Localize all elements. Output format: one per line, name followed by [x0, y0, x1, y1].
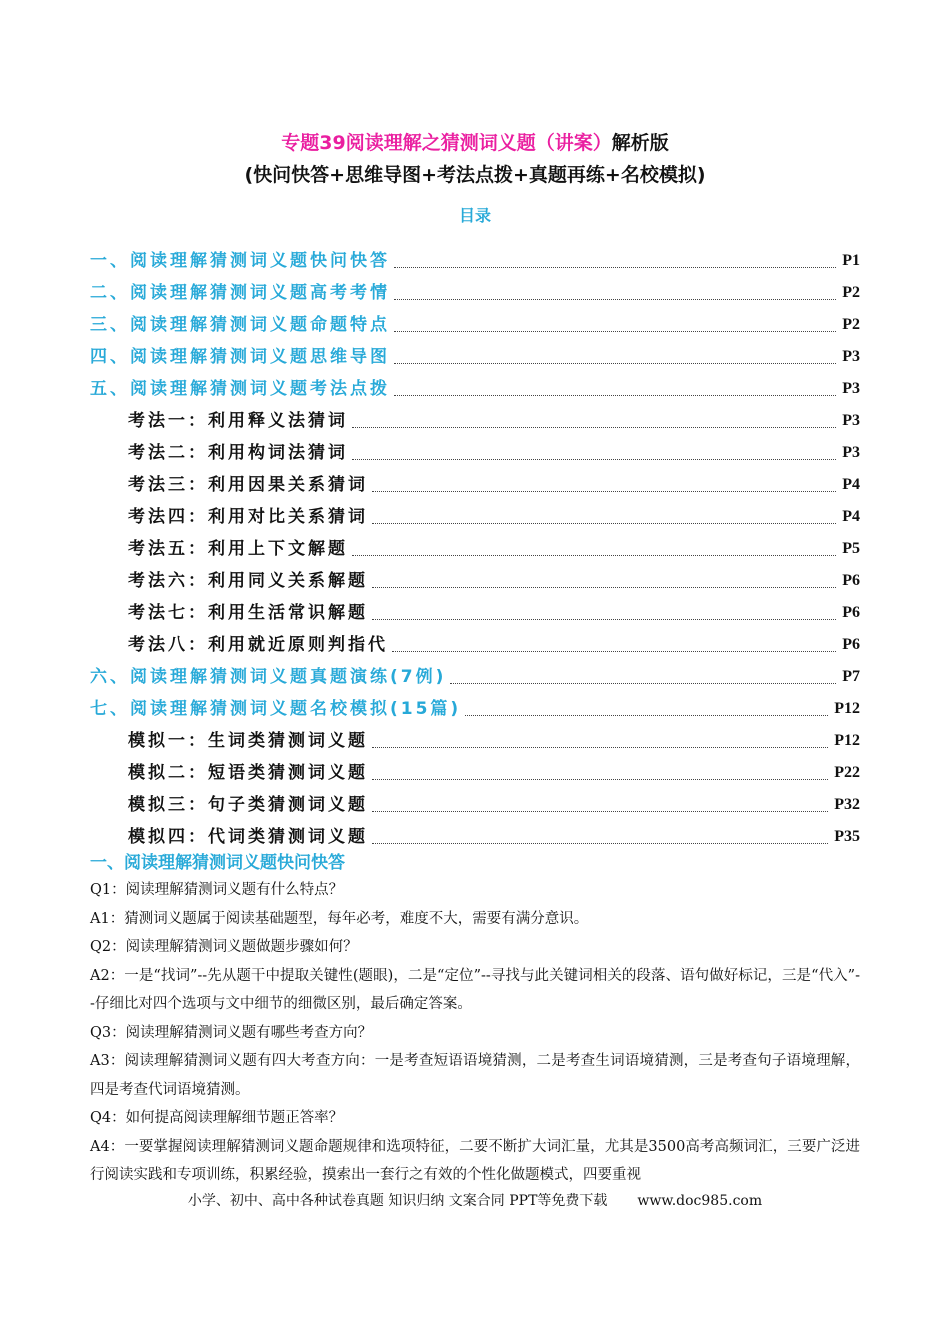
toc-leader	[372, 522, 836, 524]
toc-entry-page: P3	[842, 348, 860, 365]
toc-entry-page: P3	[842, 380, 860, 397]
toc-entry-page: P1	[842, 252, 860, 269]
toc-heading: 目录	[458, 206, 491, 225]
toc-leader	[352, 426, 836, 428]
toc-entry-page: P3	[842, 444, 860, 461]
toc-entry[interactable]	[90, 784, 860, 816]
answer: A3：阅读理解猜测词义题有四大考查方向：一是考查短语语境猜测，二是考查生词语境猜测，三是考查句子语境理解，四是考查代词语境猜测。	[90, 1053, 860, 1098]
toc-entry[interactable]	[90, 752, 860, 784]
question: Q1：阅读理解猜测词义题有什么特点？	[90, 882, 344, 898]
toc-leader	[394, 394, 836, 396]
toc-leader	[352, 554, 836, 556]
toc-leader	[372, 810, 828, 812]
toc-leader	[372, 490, 836, 492]
toc-entry-label: 考法六：利用同义关系解题	[128, 571, 368, 591]
toc-entry[interactable]	[90, 432, 860, 464]
toc-entry[interactable]	[90, 816, 860, 848]
toc-entry[interactable]	[90, 560, 860, 592]
toc-entry-label: 模拟二：短语类猜测词义题	[128, 763, 368, 783]
toc-entry[interactable]	[90, 304, 860, 336]
toc-entry-label: 五、阅读理解猜测词义题考法点拨	[90, 379, 390, 399]
page-footer	[0, 1190, 950, 1210]
toc-leader	[372, 842, 828, 844]
toc-entry-page: P6	[842, 636, 860, 653]
toc-leader	[372, 778, 828, 780]
toc-entry[interactable]	[90, 688, 860, 720]
toc-entry-page: P6	[842, 604, 860, 621]
toc-entry[interactable]	[90, 464, 860, 496]
toc-entry-page: P22	[834, 764, 860, 781]
question: Q3：阅读理解猜测词义题有哪些考查方向？	[90, 1024, 373, 1041]
toc-entry[interactable]	[90, 400, 860, 432]
toc-entry-page: P2	[842, 316, 860, 333]
section-heading: 一、阅读理解猜测词义题快问快答	[90, 853, 345, 873]
toc-leader	[372, 746, 828, 748]
answer: A2：一是“找词”--先从题干中提取关键性(题眼)，二是“定位”--寻找与此关键词相关的段落、语句做好标记，三是“代入”--仔细比对四个选项与文中细节的细微区别，最后确定答案。	[90, 967, 860, 1012]
toc-entry-label: 三、阅读理解猜测词义题命题特点	[90, 315, 390, 335]
footer-url[interactable]: www.doc985.com	[637, 1193, 763, 1209]
qa-body	[90, 876, 860, 1190]
toc-entry[interactable]	[90, 528, 860, 560]
toc-leader	[450, 682, 836, 684]
toc-entry-label: 模拟四：代词类猜测词义题	[128, 827, 368, 847]
toc-entry[interactable]	[90, 720, 860, 752]
question: Q2：阅读理解猜测词义题做题步骤如何？	[90, 939, 358, 955]
toc-leader	[372, 618, 836, 620]
toc-entry-page: P5	[842, 540, 860, 557]
toc-entry[interactable]	[90, 336, 860, 368]
table-of-contents	[90, 240, 860, 848]
toc-leader	[394, 298, 836, 300]
toc-entry-label: 考法四：利用对比关系猜词	[128, 507, 368, 527]
toc-leader	[465, 714, 828, 716]
toc-entry-label: 模拟一：生词类猜测词义题	[128, 731, 368, 751]
toc-leader	[372, 586, 836, 588]
toc-entry-page: P7	[842, 668, 860, 685]
toc-entry-label: 模拟三：句子类猜测词义题	[128, 795, 368, 815]
toc-leader	[394, 362, 836, 364]
document-subtitle: (快问快答+思维导图+考法点拨+真题再练+名校模拟)	[244, 164, 706, 186]
toc-entry-label: 考法三：利用因果关系猜词	[128, 475, 368, 495]
footer-text: 小学、初中、高中各种试卷真题 知识归纳 文案合同 PPT等免费下载	[187, 1193, 608, 1209]
toc-entry[interactable]	[90, 272, 860, 304]
toc-entry[interactable]	[90, 496, 860, 528]
toc-entry-label: 考法二：利用构词法猜词	[128, 443, 348, 463]
toc-entry-label: 一、阅读理解猜测词义题快问快答	[90, 251, 390, 271]
toc-entry-label: 四、阅读理解猜测词义题思维导图	[90, 347, 390, 367]
toc-entry-page: P12	[834, 700, 860, 717]
toc-entry[interactable]	[90, 368, 860, 400]
toc-entry-label: 考法一：利用释义法猜词	[128, 411, 348, 431]
answer: A4：一要掌握阅读理解猜测词义题命题规律和选项特征，二要不断扩大词汇量，尤其是3500高考高频词汇，三要广泛进行阅读实践和专项训练，积累经验，摸索出一套行之有效的个性化做题模式，四要重视	[90, 1138, 860, 1183]
toc-entry-label: 考法五：利用上下文解题	[128, 539, 348, 559]
document-title	[0, 128, 950, 155]
toc-leader	[394, 266, 836, 268]
toc-entry-page: P4	[842, 508, 860, 525]
toc-leader	[352, 458, 836, 460]
toc-entry-label: 七、阅读理解猜测词义题名校模拟(15篇)	[90, 699, 462, 719]
title-suffix: 解析版	[611, 132, 669, 154]
question: Q4：如何提高阅读理解细节题正答率？	[90, 1110, 344, 1126]
toc-entry-page: P35	[834, 828, 860, 845]
toc-entry-label: 考法七：利用生活常识解题	[128, 603, 368, 623]
toc-leader	[392, 650, 836, 652]
toc-entry-page: P32	[834, 796, 860, 813]
toc-entry-page: P4	[842, 476, 860, 493]
toc-entry-page: P2	[842, 284, 860, 301]
toc-entry[interactable]	[90, 624, 860, 656]
toc-entry-page: P3	[842, 412, 860, 429]
toc-entry[interactable]	[90, 240, 860, 272]
toc-entry-page: P12	[834, 732, 860, 749]
toc-entry-label: 六、阅读理解猜测词义题真题演练(7例)	[90, 667, 447, 687]
toc-entry[interactable]	[90, 592, 860, 624]
toc-entry-page: P6	[842, 572, 860, 589]
toc-leader	[394, 330, 836, 332]
title-main: 专题39阅读理解之猜测词义题（讲案）	[281, 132, 612, 154]
answer: A1：猜测词义题属于阅读基础题型，每年必考，难度不大，需要有满分意识。	[90, 910, 589, 927]
toc-entry-label: 考法八：利用就近原则判指代	[128, 635, 388, 655]
toc-entry[interactable]	[90, 656, 860, 688]
toc-entry-label: 二、阅读理解猜测词义题高考考情	[90, 283, 390, 303]
